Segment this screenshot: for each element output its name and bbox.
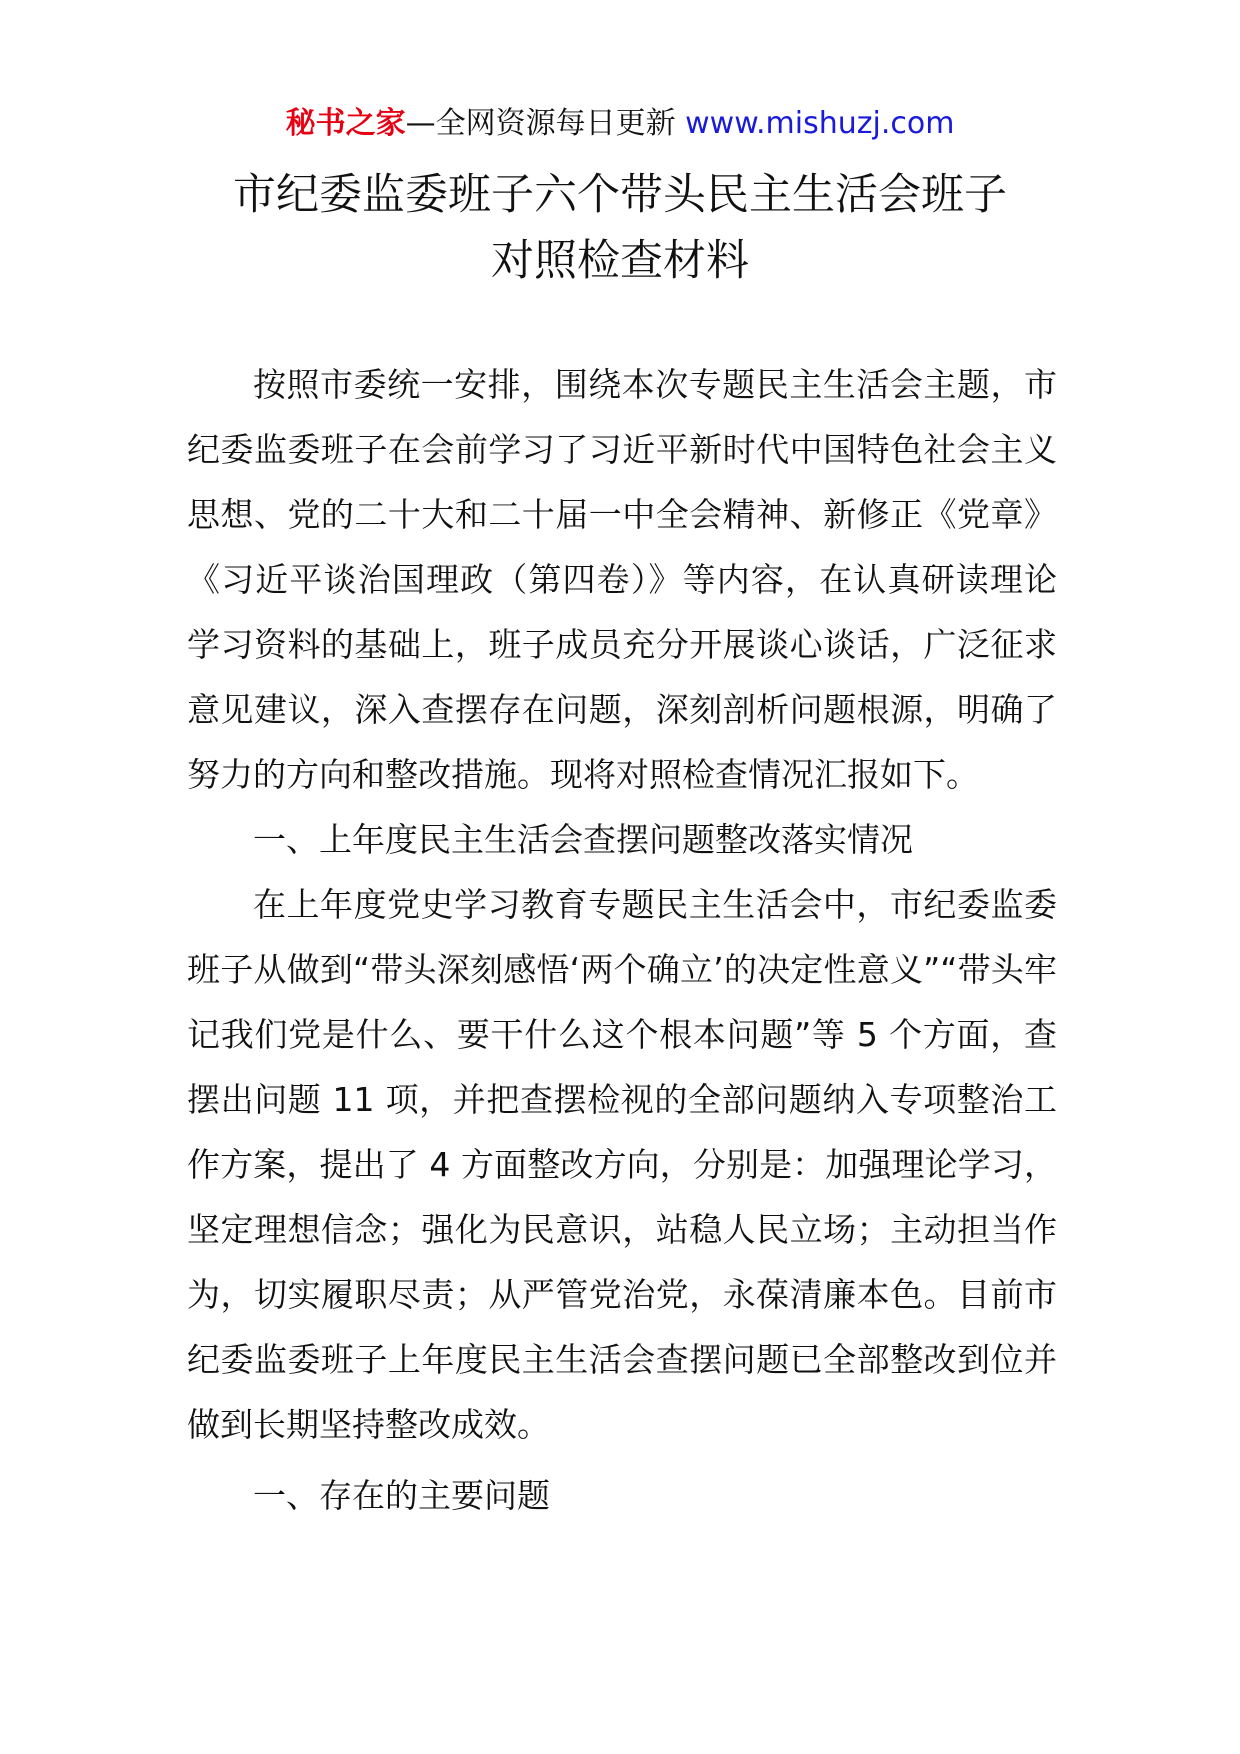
section-heading-2: 一、存在的主要问题 xyxy=(253,1476,550,1515)
document-title xyxy=(140,162,1100,294)
title-line-1: 市纪委监委班子六个带头民主生活会班子 xyxy=(233,170,1007,220)
section-1-paragraph: 在上年度党史学习教育专题民主生活会中，市纪委监委班子从做到“带头深刻感悟‘两个确立’的决定性意义”“带头牢记我们党是什么、要干什么这个根本问题”等 5 个方面，查摆出问题 11 项，并把查摆检视的全部问题纳入专项整治工作方案，提出了 4 方面整改方向，分别是：加强理论学习，坚定理想信念；强化为民意识，站稳人民立场；主动担当作为，切实履职尽责；从严管党治党，永葆清廉本色。目前市纪委监委班子上年度民主生活会查摆问题已全部整改到位并做到长期坚持整改成效。 xyxy=(187,885,1057,1444)
site-url-link[interactable]: www.mishuzj.com xyxy=(685,106,955,141)
section-heading-1: 一、上年度民主生活会查摆问题整改落实情况 xyxy=(253,820,913,859)
intro-paragraph: 按照市委统一安排，围绕本次专题民主生活会主题，市纪委监委班子在会前学习了习近平新时代中国特色社会主义思想、党的二十大和二十届一中全会精神、新修正《党章》《习近平谈治国理政（第四卷）》等内容，在认真研读理论学习资料的基础上，班子成员充分开展谈心谈话，广泛征求意见建议，深入查摆存在问题，深刻剖析问题根源，明确了努力的方向和整改措施。现将对照检查情况汇报如下。 xyxy=(187,365,1057,794)
document-body xyxy=(187,352,1057,1528)
brand-name: 秘书之家 xyxy=(285,106,406,141)
site-header xyxy=(0,104,1240,144)
header-tagline: —全网资源每日更新 xyxy=(405,106,686,141)
title-line-2: 对照检查材料 xyxy=(491,236,749,286)
